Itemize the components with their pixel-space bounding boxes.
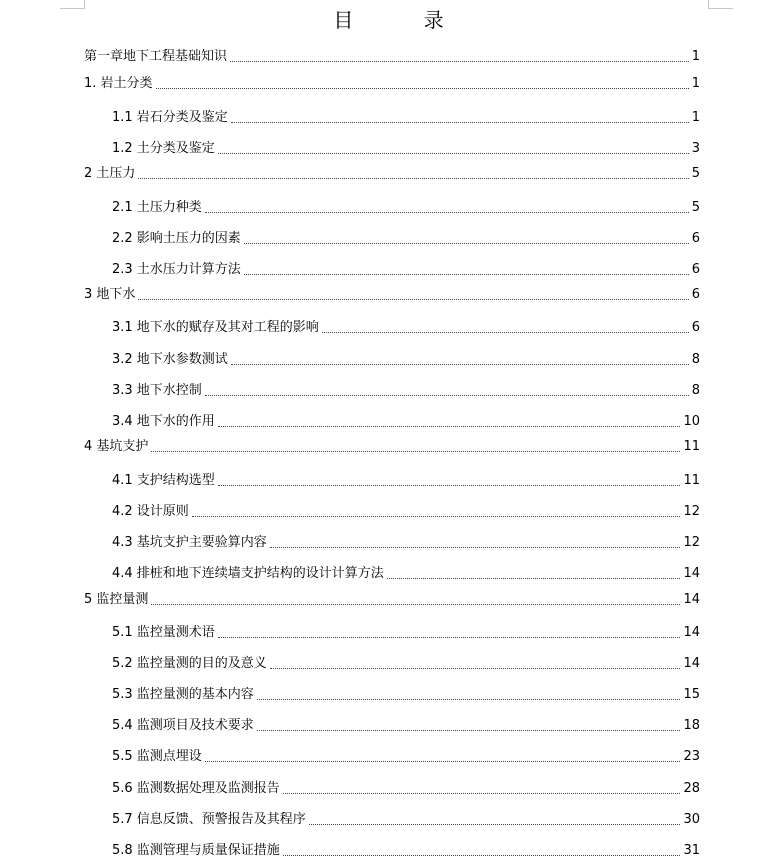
toc-dot-leader: [230, 47, 689, 62]
toc-dot-leader: [270, 654, 681, 669]
toc-dot-leader: [151, 590, 680, 605]
toc-entry[interactable]: [112, 139, 700, 159]
toc-dot-leader: [387, 564, 681, 579]
toc-entry-page-number: 5: [691, 200, 700, 215]
toc-entry-page-number: 28: [683, 781, 700, 796]
toc-dot-leader: [244, 229, 689, 244]
toc-entry[interactable]: [112, 685, 700, 705]
toc-dot-leader: [205, 381, 689, 396]
toc-dot-leader: [192, 502, 681, 517]
toc-entry-page-number: 6: [691, 287, 700, 302]
toc-dot-leader: [205, 747, 681, 762]
toc-entry-page-number: 8: [691, 383, 700, 398]
toc-entry[interactable]: [84, 47, 700, 67]
toc-dot-leader: [218, 139, 689, 154]
toc-entry[interactable]: [84, 437, 700, 457]
toc-entry-title: 5.1 监控量测术语: [112, 625, 215, 640]
toc-entry-title: 5 监控量测: [84, 592, 149, 607]
toc-entry-title: 5.6 监测数据处理及监测报告: [112, 781, 280, 796]
toc-entry-page-number: 15: [683, 687, 700, 702]
toc-dot-leader: [156, 74, 689, 89]
toc-entry-title: 3 地下水: [84, 287, 136, 302]
toc-entry-page-number: 8: [691, 352, 700, 367]
toc-entry[interactable]: [112, 747, 700, 767]
toc-entry-title: 3.1 地下水的赋存及其对工程的影响: [112, 320, 319, 335]
toc-dot-leader: [244, 260, 689, 275]
toc-entry-page-number: 1: [691, 49, 700, 64]
toc-entry-title: 5.2 监控量测的目的及意义: [112, 656, 267, 671]
toc-entry-title: 第一章地下工程基础知识: [84, 49, 228, 64]
toc-dot-leader: [231, 350, 689, 365]
toc-entry-page-number: 31: [683, 843, 700, 858]
toc-entry[interactable]: [112, 198, 700, 218]
toc-entry[interactable]: [112, 318, 700, 338]
toc-entry[interactable]: [112, 471, 700, 491]
toc-entry[interactable]: [84, 74, 700, 94]
toc-entry[interactable]: [112, 564, 700, 584]
toc-entry-page-number: 3: [691, 141, 700, 156]
toc-entry-page-number: 30: [683, 812, 700, 827]
toc-dot-leader: [257, 716, 681, 731]
toc-entry[interactable]: [112, 810, 700, 830]
toc-dot-leader: [257, 685, 681, 700]
toc-entry-page-number: 6: [691, 231, 700, 246]
toc-entry-title: 4.3 基坑支护主要验算内容: [112, 535, 267, 550]
page-title: 目 录: [333, 8, 476, 32]
toc-dot-leader: [151, 437, 680, 452]
toc-entry[interactable]: [84, 164, 700, 184]
toc-entry-title: 4 基坑支护: [84, 439, 149, 454]
toc-entry-title: 5.8 监测管理与质量保证措施: [112, 843, 280, 858]
toc-dot-leader: [138, 285, 688, 300]
toc-entry-title: 5.4 监测项目及技术要求: [112, 718, 254, 733]
toc-entry-page-number: 1: [691, 110, 700, 125]
toc-entry[interactable]: [112, 108, 700, 128]
toc-entry[interactable]: [84, 590, 700, 610]
toc-entry-title: 3.4 地下水的作用: [112, 414, 215, 429]
toc-dot-leader: [205, 198, 689, 213]
toc-dot-leader: [218, 623, 681, 638]
toc-entry[interactable]: [112, 229, 700, 249]
toc-entry-title: 1. 岩土分类: [84, 76, 153, 91]
toc-dot-leader: [218, 412, 681, 427]
toc-entry[interactable]: [112, 779, 700, 799]
toc-entry-page-number: 10: [683, 414, 700, 429]
toc-entry[interactable]: [112, 381, 700, 401]
toc-entry-title: 5.5 监测点埋设: [112, 749, 202, 764]
toc-entry-page-number: 6: [691, 262, 700, 277]
toc-entry-page-number: 6: [691, 320, 700, 335]
toc-dot-leader: [231, 108, 689, 123]
toc-entry[interactable]: [112, 841, 700, 861]
toc-entry-title: 2.1 土压力种类: [112, 200, 202, 215]
toc-entry-page-number: 1: [691, 76, 700, 91]
toc-entry-page-number: 5: [691, 166, 700, 181]
toc-dot-leader: [218, 471, 681, 486]
toc-entry[interactable]: [112, 623, 700, 643]
toc-entry-title: 1.2 土分类及鉴定: [112, 141, 215, 156]
toc-entry-page-number: 14: [683, 566, 700, 581]
toc-entry-page-number: 14: [683, 592, 700, 607]
toc-entry-page-number: 11: [683, 439, 700, 454]
toc-dot-leader: [270, 533, 681, 548]
toc-entry[interactable]: [84, 285, 700, 305]
toc-entry-title: 2.3 土水压力计算方法: [112, 262, 241, 277]
toc-entry-title: 3.2 地下水参数测试: [112, 352, 228, 367]
toc-entry[interactable]: [112, 350, 700, 370]
toc-dot-leader: [322, 318, 689, 333]
toc-dot-leader: [309, 810, 681, 825]
toc-dot-leader: [283, 841, 681, 856]
toc-entry-title: 4.1 支护结构选型: [112, 473, 215, 488]
toc-entry-title: 2.2 影响土压力的因素: [112, 231, 241, 246]
toc-entry-title: 3.3 地下水控制: [112, 383, 202, 398]
toc-entry-title: 4.4 排桩和地下连续墙支护结构的设计计算方法: [112, 566, 384, 581]
toc-dot-leader: [283, 779, 681, 794]
toc-dot-leader: [138, 164, 688, 179]
toc-entry-title: 1.1 岩石分类及鉴定: [112, 110, 228, 125]
toc-entry-page-number: 23: [683, 749, 700, 764]
toc-entry-page-number: 11: [683, 473, 700, 488]
toc-entry-page-number: 14: [683, 656, 700, 671]
toc-entry-title: 4.2 设计原则: [112, 504, 189, 519]
toc-entry-title: 5.7 信息反馈、预警报告及其程序: [112, 812, 306, 827]
toc-entry-page-number: 12: [683, 504, 700, 519]
toc-entry[interactable]: [112, 716, 700, 736]
toc-entry-page-number: 14: [683, 625, 700, 640]
toc-entry-title: 2 土压力: [84, 166, 136, 181]
toc-entry[interactable]: [112, 654, 700, 674]
toc-entry-title: 5.3 监控量测的基本内容: [112, 687, 254, 702]
toc-entry[interactable]: [112, 412, 700, 432]
toc-entry[interactable]: [112, 260, 700, 280]
toc-entry[interactable]: [112, 502, 700, 522]
toc-entry-page-number: 18: [683, 718, 700, 733]
toc-entry[interactable]: [112, 533, 700, 553]
toc-entry-page-number: 12: [683, 535, 700, 550]
